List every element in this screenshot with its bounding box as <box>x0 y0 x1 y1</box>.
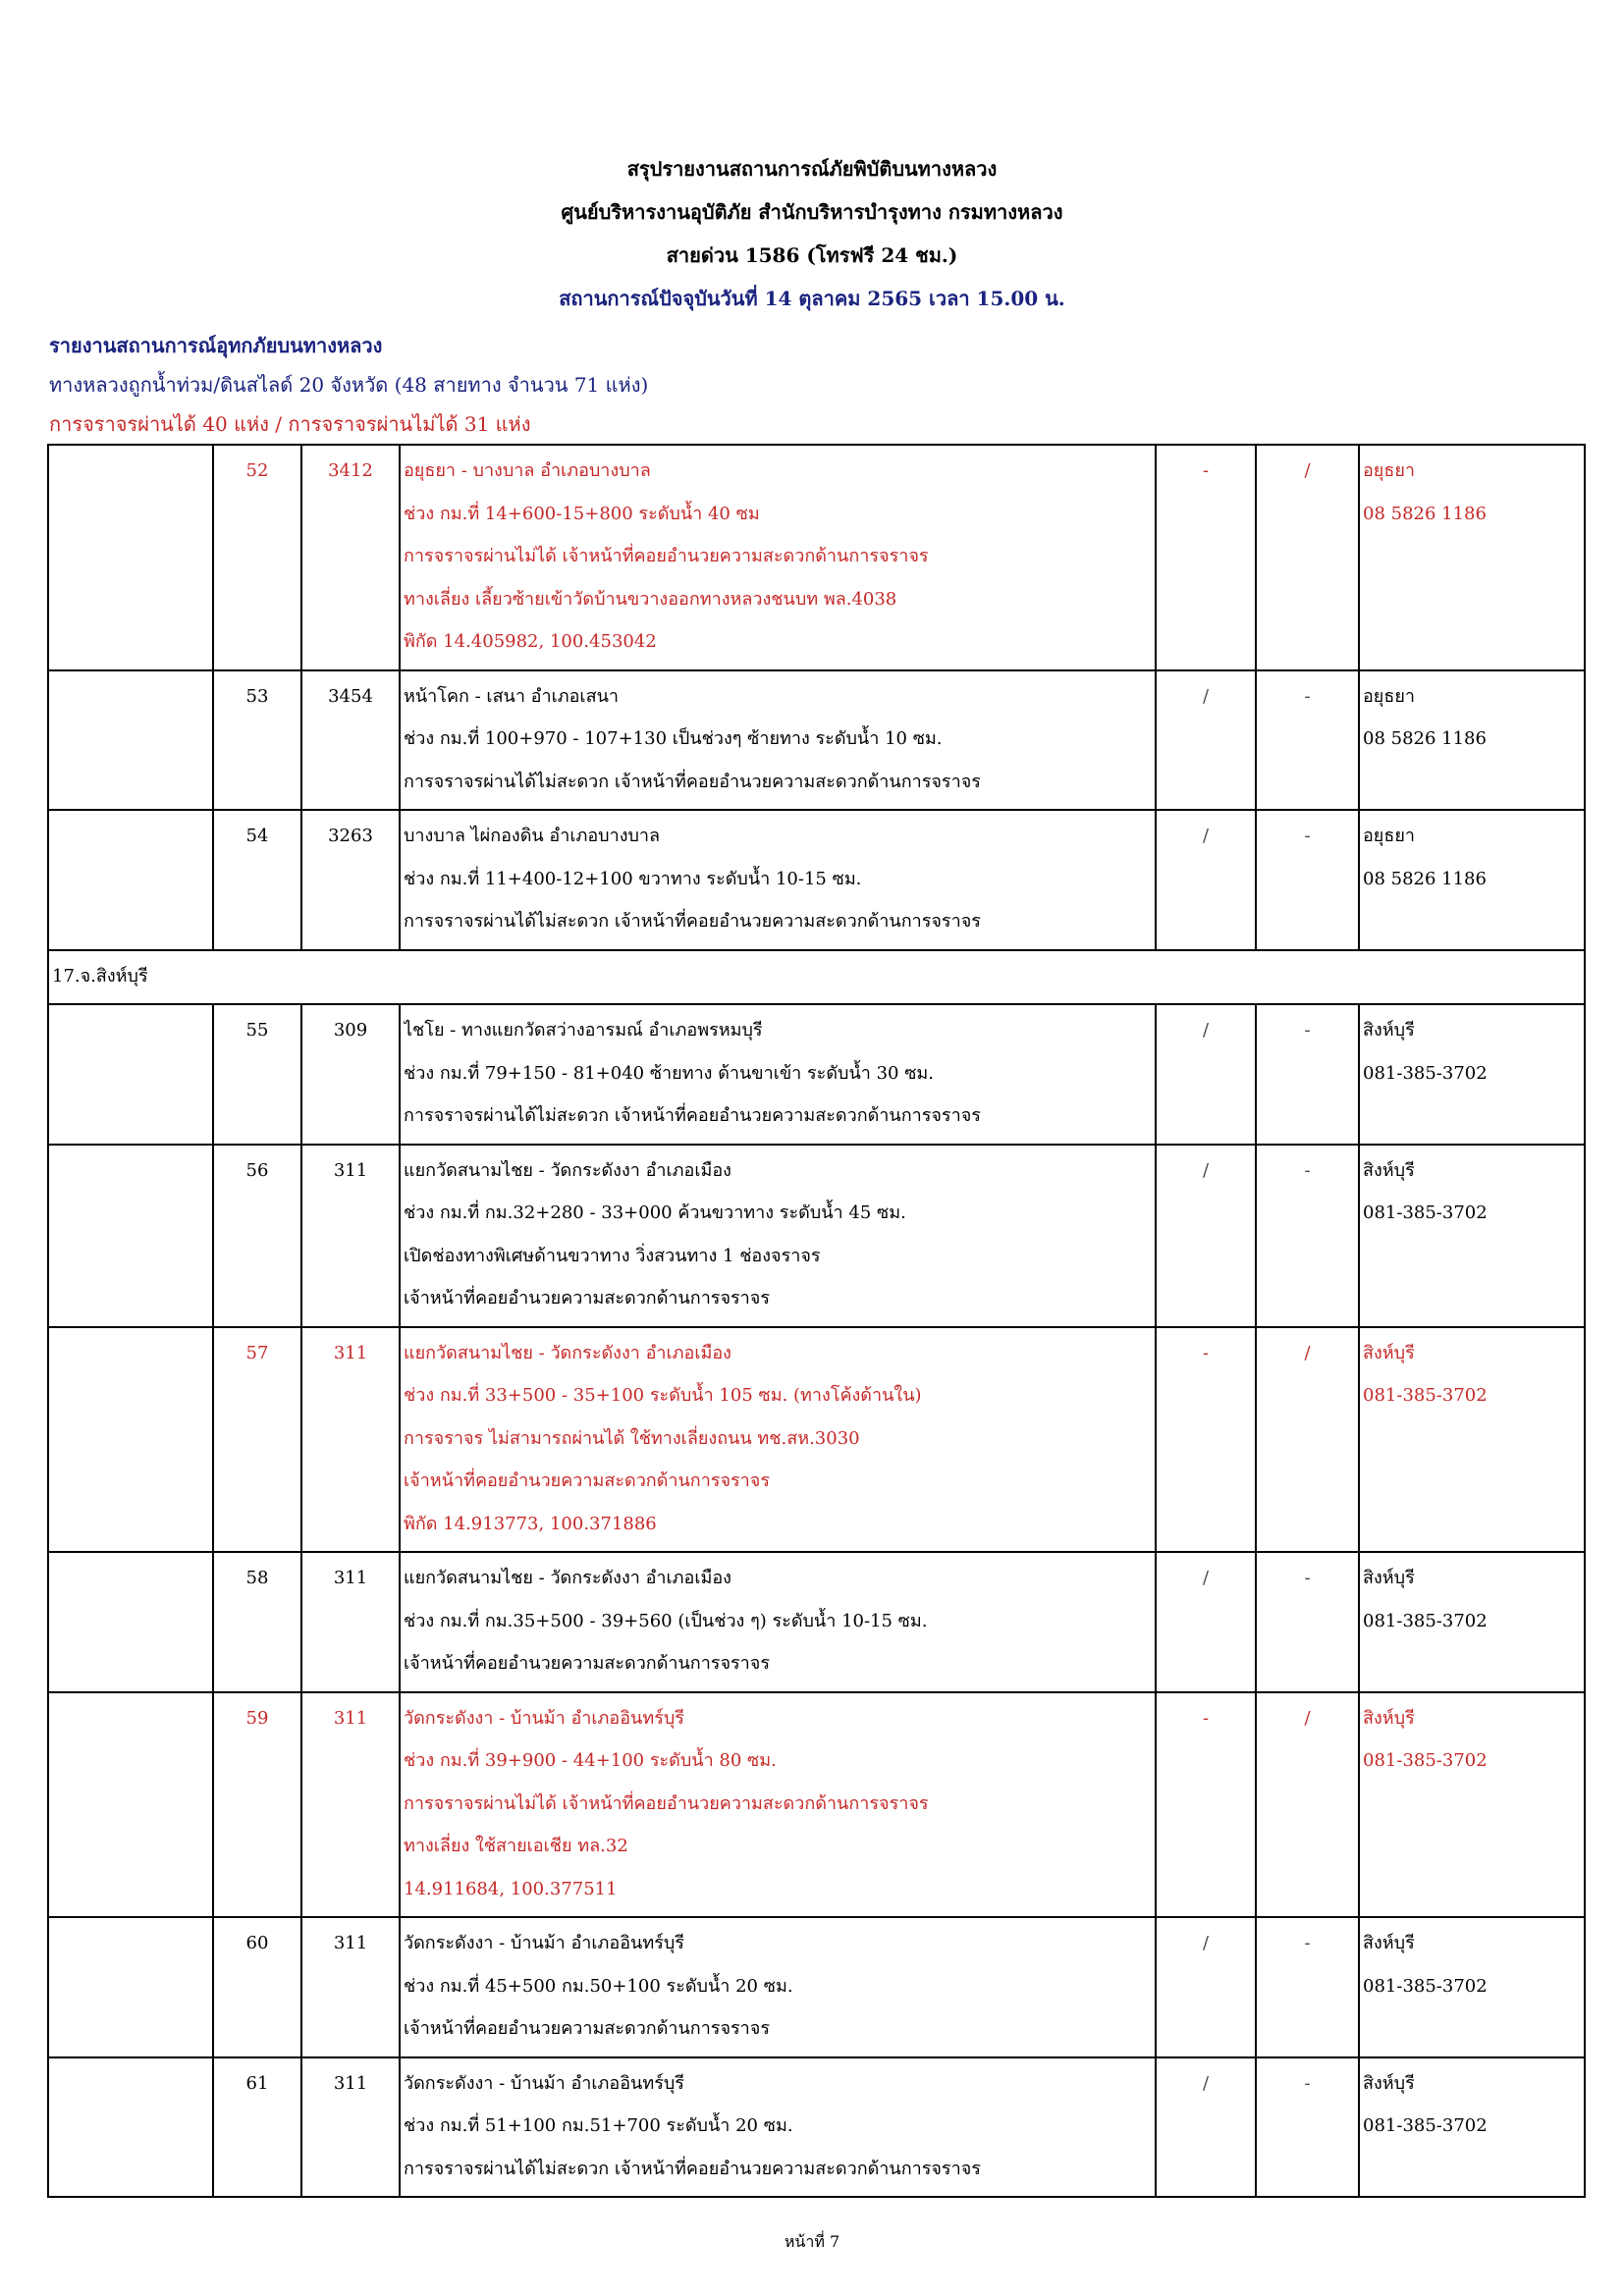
contact-cell <box>1359 1145 1585 1327</box>
description-line: ช่วง กม.ที่ 11+400-12+100 ขวาทาง ระดับน้ำ 10-15 ซม. <box>404 868 862 889</box>
contact-phone: 081-385-3702 <box>1363 1062 1488 1084</box>
blank-cell <box>48 1145 213 1327</box>
description-line: ช่วง กม.ที่ 45+500 กม.50+100 ระดับน้ำ 20 ซม. <box>404 1975 793 1997</box>
contact-cell <box>1359 1004 1585 1145</box>
flood-table <box>47 444 1586 2198</box>
province-name: สิงห์บุรี <box>1363 1020 1415 1041</box>
table-row <box>48 670 1585 811</box>
description-line: เปิดช่องทางพิเศษด้านขวาทาง วิ่งสวนทาง 1 ช่องจราจร <box>404 1245 821 1266</box>
contact-cell <box>1359 810 1585 950</box>
province-name: อยุธยา <box>1363 685 1415 707</box>
row-number: 59 <box>213 1692 301 1918</box>
table-section <box>48 950 1585 1005</box>
section-row <box>48 950 1585 1005</box>
table-row <box>48 2057 1585 2198</box>
location-description <box>400 670 1156 811</box>
row-number: 57 <box>213 1327 301 1553</box>
contact-phone: 081-385-3702 <box>1363 1385 1488 1406</box>
report-summary <box>49 326 648 444</box>
description-line: แยกวัดสนามไชย - วัดกระดังงา อำเภอเมือง <box>404 1159 731 1181</box>
description-line: การจราจรผ่านได้ไม่สะดวก เจ้าหน้าที่คอยอำนวยความสะดวกด้านการจราจร <box>404 911 981 932</box>
impassable-mark: - <box>1256 1004 1359 1145</box>
contact-phone: 081-385-3702 <box>1363 1202 1488 1223</box>
report-traffic-summary: การจราจรผ่านได้ 40 แห่ง / การจราจรผ่านไม่ได้ 31 แห่ง <box>49 412 531 436</box>
contact-phone: 08 5826 1186 <box>1363 868 1487 889</box>
description-line: ไชโย - ทางแยกวัดสว่างอารมณ์ อำเภอพรหมบุรี <box>404 1020 763 1041</box>
report-title: รายงานสถานการณ์อุทกภัยบนทางหลวง <box>49 334 383 357</box>
description-line: เจ้าหน้าที่คอยอำนวยความสะดวกด้านการจราจร <box>404 1653 771 1674</box>
description-line: การจราจร ไม่สามารถผ่านได้ ใช้ทางเลี่ยงถนน ทช.สห.3030 <box>404 1427 860 1449</box>
table-row <box>48 445 1585 670</box>
impassable-mark: / <box>1256 445 1359 670</box>
page-number: หน้าที่ 7 <box>784 2232 840 2251</box>
header-title: สรุปรายงานสถานการณ์ภัยพิบัติบนทางหลวง <box>626 157 998 181</box>
location-description <box>400 1327 1156 1553</box>
province-name: อยุธยา <box>1363 826 1415 846</box>
description-line: อยุธยา - บางบาล อำเภอบางบาล <box>404 460 651 481</box>
contact-phone: 081-385-3702 <box>1363 2115 1488 2136</box>
table-row <box>48 1692 1585 1918</box>
blank-cell <box>48 1552 213 1692</box>
passable-mark: / <box>1156 1004 1256 1145</box>
description-line: ช่วง กม.ที่ 14+600-15+800 ระดับน้ำ 40 ซม <box>404 503 760 524</box>
description-line: ช่วง กม.ที่ กม.35+500 - 39+560 (เป็นช่วง ๆ) ระดับน้ำ 10-15 ซม. <box>404 1610 928 1631</box>
blank-cell <box>48 670 213 811</box>
province-name: อยุธยา <box>1363 460 1415 481</box>
impassable-mark: / <box>1256 1327 1359 1553</box>
description-line: วัดกระดังงา - บ้านม้า อำเภออินทร์บุรี <box>404 1933 684 1953</box>
description-line: 14.911684, 100.377511 <box>404 1878 618 1899</box>
description-line: แยกวัดสนามไชย - วัดกระดังงา อำเภอเมือง <box>404 1568 731 1588</box>
description-line: ช่วง กม.ที่ 100+970 - 107+130 เป็นช่วงๆ ซ้ายทาง ระดับน้ำ 10 ซม. <box>404 728 943 749</box>
description-line: ช่วง กม.ที่ 33+500 - 35+100 ระดับน้ำ 105 ซม. (ทางโค้งด้านใน) <box>404 1385 922 1406</box>
description-line: เจ้าหน้าที่คอยอำนวยความสะดวกด้านการจราจร <box>404 1288 771 1308</box>
row-number: 60 <box>213 1917 301 2057</box>
table-row <box>48 1004 1585 1145</box>
blank-cell <box>48 445 213 670</box>
table-row <box>48 1917 1585 2057</box>
location-description <box>400 1692 1156 1918</box>
report-flood-summary: ทางหลวงถูกน้ำท่วม/ดินสไลด์ 20 จังหวัด (48 สายทาง จำนวน 71 แห่ง) <box>49 373 649 397</box>
road-number: 3263 <box>301 810 400 950</box>
province-name: สิงห์บุรี <box>1363 1342 1415 1363</box>
impassable-mark: - <box>1256 1145 1359 1327</box>
description-line: วัดกระดังงา - บ้านม้า อำเภออินทร์บุรี <box>404 2072 684 2094</box>
row-number: 53 <box>213 670 301 811</box>
passable-mark: - <box>1156 1327 1256 1553</box>
description-line: การจราจรผ่านได้ไม่สะดวก เจ้าหน้าที่คอยอำนวยความสะดวกด้านการจราจร <box>404 2158 981 2179</box>
province-name: สิงห์บุรี <box>1363 1707 1415 1729</box>
passable-mark: / <box>1156 2057 1256 2198</box>
description-line: ทางเลี่ยง ใช้สายเอเชีย ทล.32 <box>404 1836 628 1856</box>
description-line: ช่วง กม.ที่ กม.32+280 - 33+000 ค้วนขวาทาง ระดับน้ำ 45 ซม. <box>404 1202 906 1223</box>
contact-phone: 081-385-3702 <box>1363 1610 1488 1631</box>
header-department: ศูนย์บริหารงานอุบัติภัย สำนักบริหารบำรุงทาง กรมทางหลวง <box>561 200 1063 224</box>
description-line: ช่วง กม.ที่ 39+900 - 44+100 ระดับน้ำ 80 ซม. <box>404 1750 777 1771</box>
province-name: สิงห์บุรี <box>1363 1933 1415 1953</box>
contact-phone: 08 5826 1186 <box>1363 728 1487 749</box>
blank-cell <box>48 1692 213 1918</box>
row-number: 52 <box>213 445 301 670</box>
location-description <box>400 1004 1156 1145</box>
location-description <box>400 2057 1156 2198</box>
location-description <box>400 810 1156 950</box>
blank-cell <box>48 1917 213 2057</box>
contact-cell <box>1359 1692 1585 1918</box>
impassable-mark: - <box>1256 1552 1359 1692</box>
location-description <box>400 1917 1156 2057</box>
row-number: 54 <box>213 810 301 950</box>
location-description <box>400 1145 1156 1327</box>
table-row <box>48 810 1585 950</box>
description-line: การจราจรผ่านได้ไม่สะดวก เจ้าหน้าที่คอยอำนวยความสะดวกด้านการจราจร <box>404 771 981 792</box>
description-line: ช่วง กม.ที่ 51+100 กม.51+700 ระดับน้ำ 20 ซม. <box>404 2115 793 2136</box>
passable-mark: / <box>1156 1917 1256 2057</box>
blank-cell <box>48 2057 213 2198</box>
impassable-mark: - <box>1256 670 1359 811</box>
report-header <box>0 147 1624 320</box>
description-line: ช่วง กม.ที่ 79+150 - 81+040 ซ้ายทาง ด้านขาเข้า ระดับน้ำ 30 ซม. <box>404 1062 935 1084</box>
row-number: 55 <box>213 1004 301 1145</box>
contact-cell <box>1359 2057 1585 2198</box>
contact-phone: 081-385-3702 <box>1363 1975 1488 1997</box>
contact-cell <box>1359 1552 1585 1692</box>
road-number: 311 <box>301 1917 400 2057</box>
description-line: การจราจรผ่านได้ไม่สะดวก เจ้าหน้าที่คอยอำนวยความสะดวกด้านการจราจร <box>404 1105 981 1126</box>
road-number: 3412 <box>301 445 400 670</box>
passable-mark: / <box>1156 1552 1256 1692</box>
contact-phone: 08 5826 1186 <box>1363 503 1487 524</box>
description-line: เจ้าหน้าที่คอยอำนวยความสะดวกด้านการจราจร <box>404 2018 771 2039</box>
header-hotline: สายด่วน 1586 (โทรฟรี 24 ชม.) <box>666 243 958 267</box>
passable-mark: - <box>1156 1692 1256 1918</box>
road-number: 311 <box>301 2057 400 2198</box>
contact-cell <box>1359 1917 1585 2057</box>
section-label: 17.จ.สิงห์บุรี <box>48 950 1585 1005</box>
description-line: วัดกระดังงา - บ้านม้า อำเภออินทร์บุรี <box>404 1707 684 1729</box>
contact-cell <box>1359 1327 1585 1553</box>
header-datetime: สถานการณ์ปัจจุบันวันที่ 14 ตุลาคม 2565 เวลา 15.00 น. <box>559 287 1065 310</box>
impassable-mark: - <box>1256 2057 1359 2198</box>
table-row <box>48 1327 1585 1553</box>
contact-cell <box>1359 670 1585 811</box>
contact-phone: 081-385-3702 <box>1363 1750 1488 1771</box>
location-description <box>400 445 1156 670</box>
impassable-mark: / <box>1256 1692 1359 1918</box>
description-line: บางบาล ไผ่กองดิน อำเภอบางบาล <box>404 826 661 846</box>
province-name: สิงห์บุรี <box>1363 1159 1415 1181</box>
row-number: 56 <box>213 1145 301 1327</box>
impassable-mark: - <box>1256 810 1359 950</box>
location-description <box>400 1552 1156 1692</box>
province-name: สิงห์บุรี <box>1363 1568 1415 1588</box>
description-line: การจราจรผ่านไม่ได้ เจ้าหน้าที่คอยอำนวยความสะดวกด้านการจราจร <box>404 1792 929 1814</box>
road-number: 311 <box>301 1692 400 1918</box>
road-number: 311 <box>301 1327 400 1553</box>
description-line: หน้าโคก - เสนา อำเภอเสนา <box>404 685 619 707</box>
description-line: พิกัด 14.913773, 100.371886 <box>404 1513 657 1534</box>
row-number: 58 <box>213 1552 301 1692</box>
contact-cell <box>1359 445 1585 670</box>
description-line: การจราจรผ่านไม่ได้ เจ้าหน้าที่คอยอำนวยความสะดวกด้านการจราจร <box>404 546 929 566</box>
passable-mark: - <box>1156 445 1256 670</box>
road-number: 3454 <box>301 670 400 811</box>
description-line: แยกวัดสนามไชย - วัดกระดังงา อำเภอเมือง <box>404 1342 731 1363</box>
province-name: สิงห์บุรี <box>1363 2072 1415 2094</box>
road-number: 311 <box>301 1552 400 1692</box>
table-body-bottom <box>48 1004 1585 2197</box>
impassable-mark: - <box>1256 1917 1359 2057</box>
blank-cell <box>48 1004 213 1145</box>
road-number: 309 <box>301 1004 400 1145</box>
blank-cell <box>48 810 213 950</box>
blank-cell <box>48 1327 213 1553</box>
passable-mark: / <box>1156 670 1256 811</box>
row-number: 61 <box>213 2057 301 2198</box>
table-row <box>48 1145 1585 1327</box>
table-row <box>48 1552 1585 1692</box>
description-line: เจ้าหน้าที่คอยอำนวยความสะดวกด้านการจราจร <box>404 1470 771 1491</box>
road-number: 311 <box>301 1145 400 1327</box>
passable-mark: / <box>1156 810 1256 950</box>
description-line: ทางเลี่ยง เลี้ยวซ้ายเข้าวัดบ้านขวางออกทางหลวงชนบท พล.4038 <box>404 588 897 610</box>
table-body-top <box>48 445 1585 950</box>
passable-mark: / <box>1156 1145 1256 1327</box>
description-line: พิกัด 14.405982, 100.453042 <box>404 631 657 652</box>
